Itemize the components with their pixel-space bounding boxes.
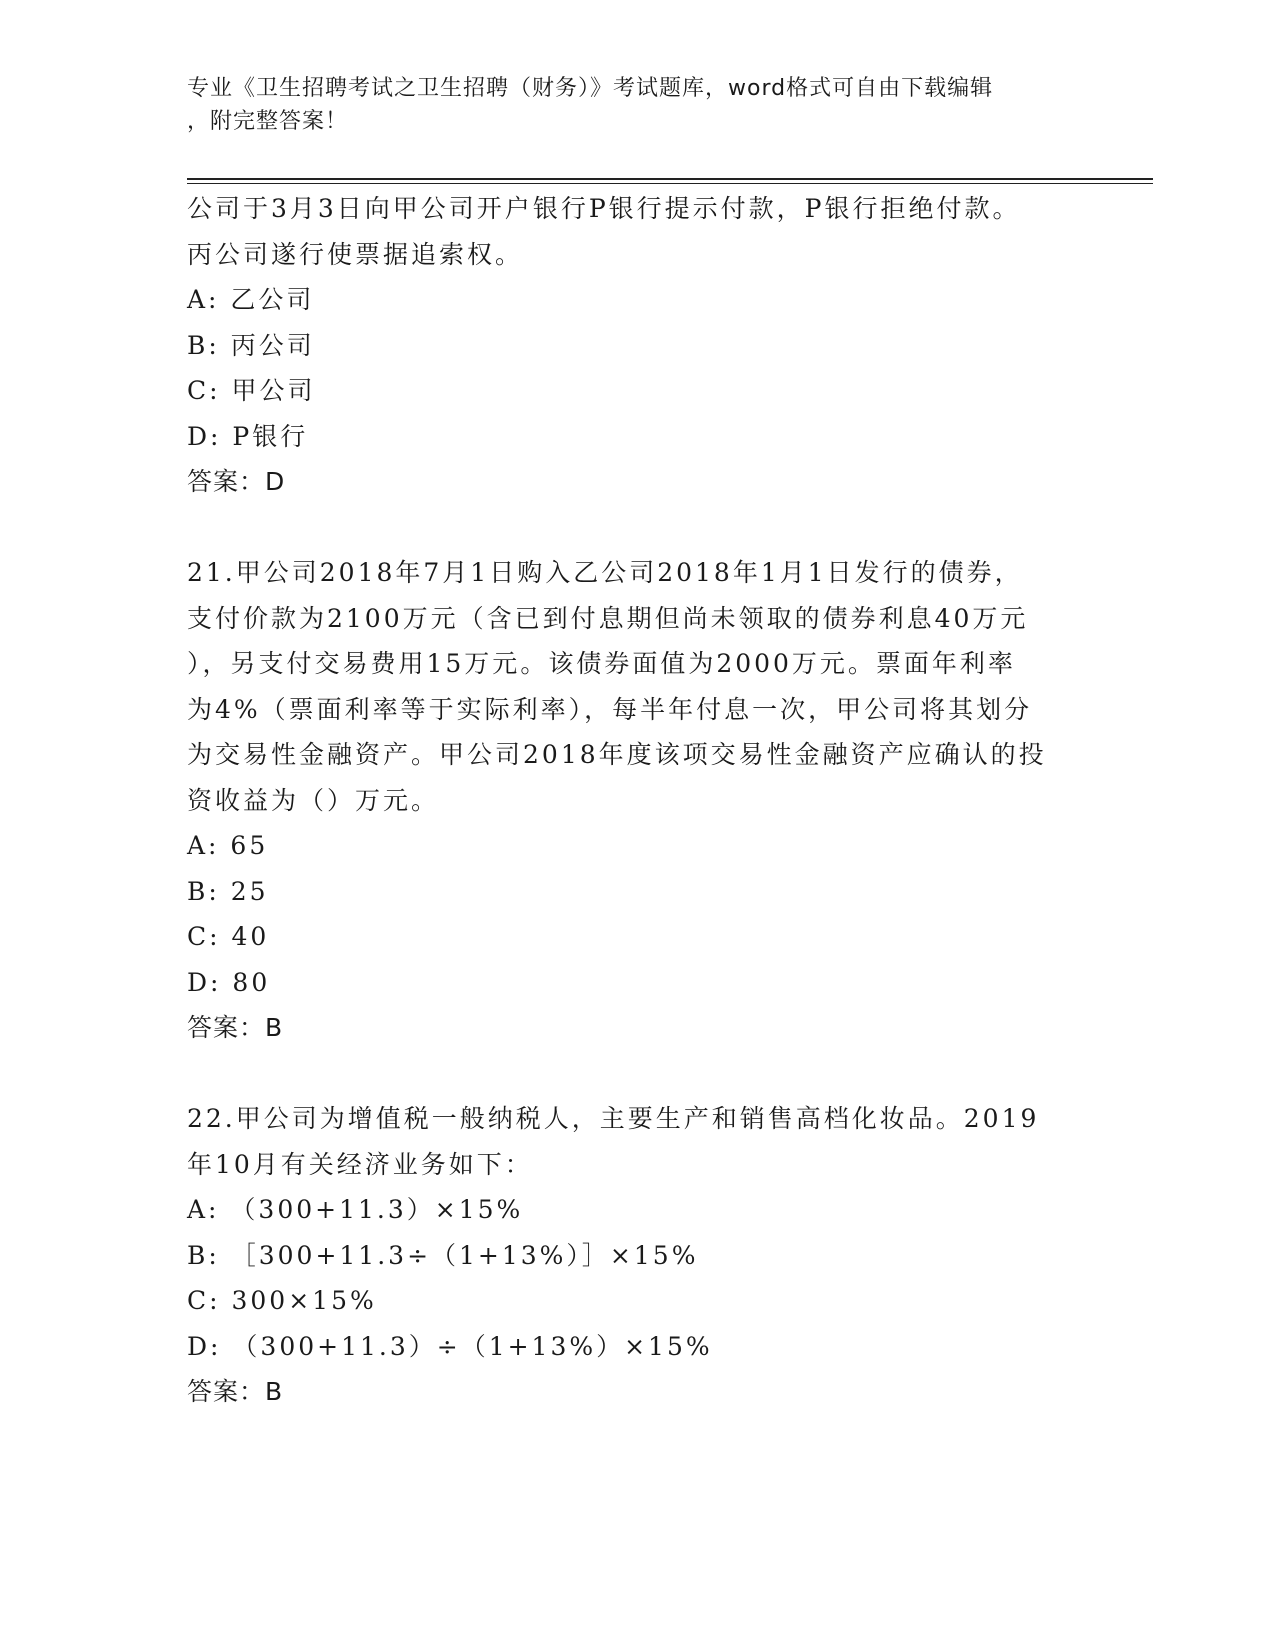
question-stem-line: 年10月有关经济业务如下： bbox=[187, 1149, 533, 1179]
header-divider bbox=[187, 178, 1153, 184]
option-b: B: 丙公司 bbox=[187, 330, 315, 360]
option-d: D: （300+11.3）÷（1+13%）×15% bbox=[187, 1331, 713, 1361]
question-stem-line: ），另支付交易费用15万元。该债券面值为2000万元。票面年利率 bbox=[187, 649, 1016, 678]
question-list bbox=[187, 186, 1107, 1415]
option-a: A: 65 bbox=[187, 831, 269, 860]
option-c: C: 40 bbox=[187, 922, 270, 951]
option-b: B: 25 bbox=[187, 876, 269, 906]
page-header bbox=[187, 72, 1067, 138]
spacer bbox=[187, 1051, 1107, 1097]
question-stem-line: 支付价款为2100万元（含已到付息期但尚未领取的债券利息40万元 bbox=[187, 603, 1029, 633]
question-22 bbox=[187, 1096, 1107, 1415]
question-stem-line: 为4%（票面利率等于实际利率），每半年付息一次，甲公司将其划分 bbox=[187, 694, 1033, 724]
header-title-line-1: 专业《卫生招聘考试之卫生招聘（财务）》考试题库，word格式可自由下载编辑 bbox=[187, 76, 994, 101]
option-c: C: 甲公司 bbox=[187, 376, 316, 405]
answer-line: 答案：B bbox=[187, 1013, 284, 1042]
option-a: A: 乙公司 bbox=[187, 285, 315, 314]
question-20 bbox=[187, 186, 1107, 505]
question-stem-line: 丙公司遂行使票据追索权。 bbox=[187, 239, 524, 269]
question-stem-line: 资收益为（）万元。 bbox=[187, 785, 440, 815]
header-title-line-2: ，附完整答案！ bbox=[187, 109, 349, 134]
spacer bbox=[187, 505, 1107, 551]
option-d: D: 80 bbox=[187, 967, 271, 997]
option-b: B: ［300+11.3÷（1+13%）］×15% bbox=[187, 1240, 699, 1270]
question-stem-line: 公司于3月3日向甲公司开户银行P银行提示付款，P银行拒绝付款。 bbox=[187, 194, 1021, 223]
answer-line: 答案：D bbox=[187, 467, 286, 496]
option-c: C: 300×15% bbox=[187, 1286, 377, 1315]
option-d: D: P银行 bbox=[187, 421, 309, 451]
question-stem-line: 21.甲公司2018年7月1日购入乙公司2018年1月1日发行的债券， bbox=[187, 558, 1023, 587]
question-stem-line: 22.甲公司为增值税一般纳税人，主要生产和销售高档化妆品。2019 bbox=[187, 1104, 1040, 1133]
question-21 bbox=[187, 550, 1107, 1051]
option-a: A: （300+11.3）×15% bbox=[187, 1195, 524, 1224]
question-stem-line: 为交易性金融资产。甲公司2018年度该项交易性金融资产应确认的投 bbox=[187, 740, 1047, 769]
answer-line: 答案：B bbox=[187, 1377, 284, 1406]
